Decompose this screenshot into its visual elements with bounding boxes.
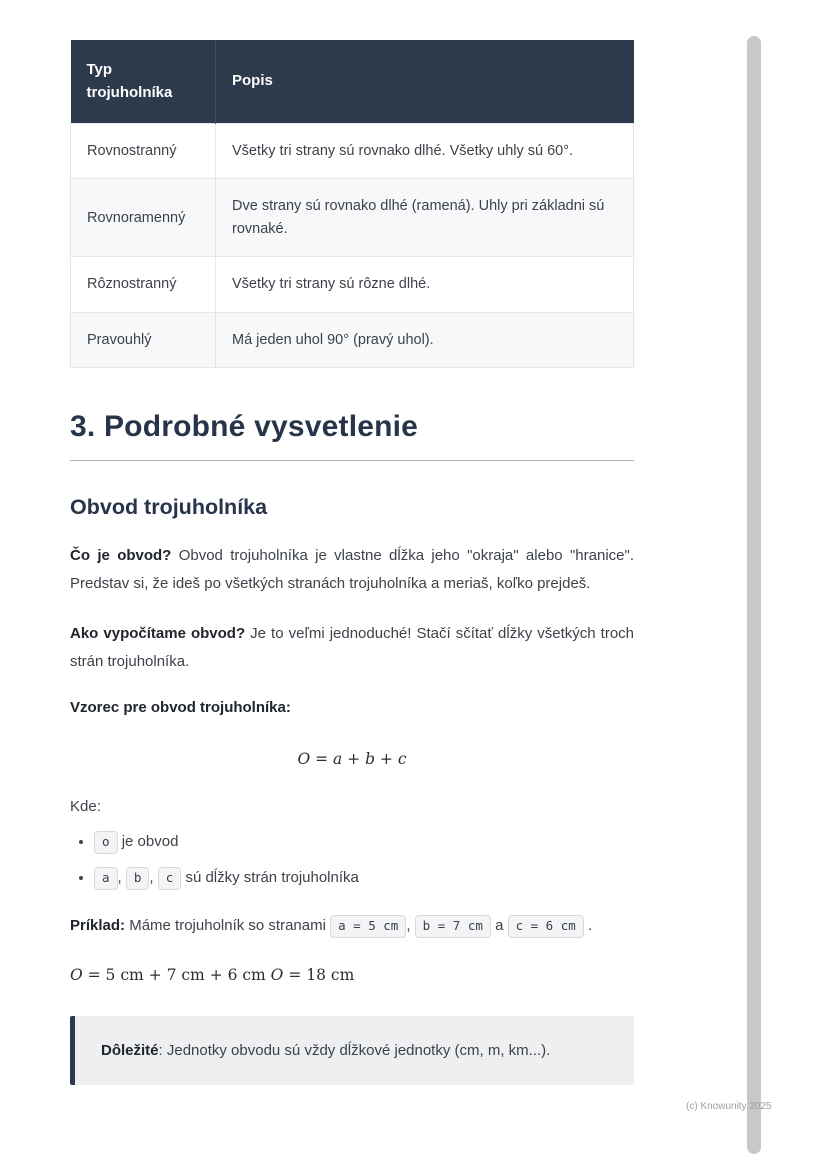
table-header-type: Typ trojuholníka <box>71 40 216 124</box>
kde-label: Kde: <box>70 798 101 816</box>
table-row <box>71 179 634 257</box>
separator: , <box>406 917 411 935</box>
paragraph-lead: Ako vypočítame obvod? <box>70 624 246 642</box>
definition-list <box>70 829 634 890</box>
cell-desc: Všetky tri strany sú rovnako dlhé. Všetky uhly sú 60°. <box>216 124 634 179</box>
cell-desc: Dve strany sú rovnako dlhé (ramená). Uhly pri základni sú rovnaké. <box>216 179 634 257</box>
cell-type: Rôznostranný <box>71 257 216 312</box>
paragraph-text: Máme trojuholník so stranami <box>125 917 331 935</box>
copyright-text: (c) Knowunity 2025 <box>686 1101 772 1112</box>
list-item-text: sú dĺžky strán trojuholníka <box>185 868 359 886</box>
separator: , <box>117 868 122 886</box>
scrollbar[interactable] <box>747 36 761 1154</box>
callout-text: : Jednotky obvodu sú vždy dĺžkové jednotky (cm, m, km...). <box>158 1042 551 1060</box>
code-chip-a: a <box>94 867 118 890</box>
calculation-result <box>70 966 634 984</box>
cell-desc: Má jeden uhol 90° (pravý uhol). <box>216 312 634 367</box>
cell-desc: Všetky tri strany sú rôzne dlhé. <box>216 257 634 312</box>
table-row <box>71 312 634 367</box>
paragraph-what-is-perimeter <box>70 542 634 598</box>
math-expression: = 5 cm + 7 cm + 6 cm <box>82 966 271 985</box>
paragraph-lead: Čo je obvod? <box>70 547 172 565</box>
code-chip-side-c: c = 6 cm <box>508 915 584 938</box>
important-callout <box>70 1016 634 1085</box>
code-chip-side-a: a = 5 cm <box>330 915 406 938</box>
code-chip-o: o <box>94 831 118 854</box>
perimeter-formula: O = a + b + c <box>297 750 407 769</box>
code-chip-b: b <box>126 867 150 890</box>
code-chip-c: c <box>158 867 182 890</box>
subsection-heading: Obvod trojuholníka <box>70 495 268 520</box>
math-variable: O <box>270 966 284 985</box>
paragraph-example <box>70 912 634 940</box>
callout-label: Dôležité <box>101 1042 159 1060</box>
table-row <box>71 124 634 179</box>
table-header-row <box>71 40 634 124</box>
triangle-types-table <box>70 40 634 368</box>
conjunction: a <box>495 917 504 935</box>
list-item-text: je obvod <box>121 833 179 851</box>
paragraph-text: Obvod trojuholníka je vlastne dĺžka jeho "okraja" alebo "hranice". Predstav si, že ideš po všetkých stranách trojuholníka a meriaš, koľko prejdeš. <box>70 547 634 593</box>
paragraph-text: Je to veľmi jednoduché! Stačí sčítať dĺžky všetkých troch strán trojuholníka. <box>70 624 634 670</box>
cell-type: Pravouhlý <box>71 312 216 367</box>
cell-type: Rovnoramenný <box>71 179 216 257</box>
cell-type: Rovnostranný <box>71 124 216 179</box>
content-area <box>70 40 634 1085</box>
section-divider <box>70 460 634 461</box>
section-heading: 3. Podrobné vysvetlenie <box>70 410 419 444</box>
period: . <box>587 917 593 935</box>
table-header-popis: Popis <box>216 40 634 124</box>
table-row <box>71 257 634 312</box>
list-item <box>94 865 634 891</box>
math-variable: O <box>70 966 83 985</box>
code-chip-side-b: b = 7 cm <box>415 915 491 938</box>
formula-label: Vzorec pre obvod trojuholníka: <box>70 699 291 717</box>
paragraph-lead: Príklad: <box>70 917 126 935</box>
separator: , <box>149 868 154 886</box>
math-expression: = 18 cm <box>283 966 355 985</box>
paragraph-how-to-compute <box>70 620 634 676</box>
list-item <box>94 829 634 855</box>
